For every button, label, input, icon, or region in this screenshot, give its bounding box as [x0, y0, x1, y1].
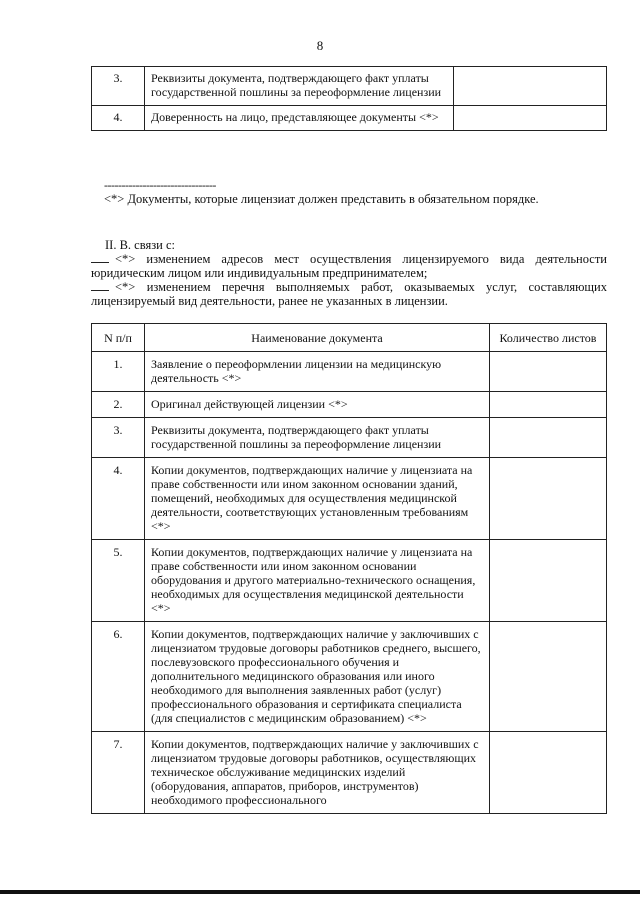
option-change-address — [91, 252, 607, 280]
sheet-count-cell[interactable] — [454, 67, 607, 106]
row-number: 3. — [92, 418, 145, 458]
header-num: N п/п — [92, 324, 145, 352]
checkbox-blank[interactable] — [91, 253, 109, 263]
table-header-row — [92, 324, 607, 352]
footnote-separator: -------------------------------- — [104, 178, 216, 192]
document-list-table — [91, 323, 607, 814]
row-number: 5. — [92, 540, 145, 622]
sheet-count-cell[interactable] — [490, 732, 607, 814]
document-name: Копии документов, подтверждающих наличие у лицензиата на праве собственности или ином законном основании зданий, помещений, необходимых для осуществления медицинской деятельности, соответствующих установленным требованиям <*> — [145, 458, 490, 540]
table-row — [92, 418, 607, 458]
header-count: Количество листов — [490, 324, 607, 352]
sheet-count-cell[interactable] — [490, 352, 607, 392]
checkbox-blank[interactable] — [91, 281, 109, 291]
footnote-text: <*> Документы, которые лицензиат должен представить в обязательном порядке. — [104, 192, 539, 206]
scan-edge-line — [0, 890, 640, 894]
sheet-count-cell[interactable] — [490, 392, 607, 418]
option-text: <*> изменением адресов мест осуществления лицензируемого вида деятельности юридическим лицом или индивидуальным предпринимателем; — [91, 252, 607, 280]
table-row — [92, 732, 607, 814]
option-change-services — [91, 280, 607, 308]
document-name: Копии документов, подтверждающих наличие у заключивших с лицензиатом трудовые договоры работников среднего, высшего, послевузовского профессионального обучения и дополнительного медицинского образования или иного необходимого для выполнения заявленных работ (услуг) профессионального образования и сертификата специалиста (для специалистов с медицинским образованием) <*> — [145, 622, 490, 732]
header-name: Наименование документа — [145, 324, 490, 352]
document-name: Копии документов, подтверждающих наличие у заключивших с лицензиатом трудовые договоры работников, осуществляющих техническое обслуживание медицинских изделий (оборудования, аппаратов, приборов, инструментов) необходимого профессионального — [145, 732, 490, 814]
section-heading: II. В. связи с: — [105, 238, 175, 252]
document-name: Оригинал действующей лицензии <*> — [145, 392, 490, 418]
page-number: 8 — [316, 38, 324, 53]
sheet-count-cell[interactable] — [490, 418, 607, 458]
row-number: 4. — [92, 458, 145, 540]
document-name: Реквизиты документа, подтверждающего факт уплаты государственной пошлины за переоформление лицензии — [145, 67, 454, 106]
sheet-count-cell[interactable] — [490, 458, 607, 540]
table-row — [92, 540, 607, 622]
row-number: 4. — [92, 106, 145, 131]
table-row — [92, 392, 607, 418]
document-name: Заявление о переоформлении лицензии на медицинскую деятельность <*> — [145, 352, 490, 392]
row-number: 1. — [92, 352, 145, 392]
document-name: Копии документов, подтверждающих наличие у лицензиата на праве собственности или ином законном основании оборудования и другого материально-технического оснащения, необходимых для осуществления медицинской деятельности <*> — [145, 540, 490, 622]
sheet-count-cell[interactable] — [490, 622, 607, 732]
sheet-count-cell[interactable] — [490, 540, 607, 622]
row-number: 2. — [92, 392, 145, 418]
table-row — [92, 106, 607, 131]
table-row — [92, 67, 607, 106]
row-number: 3. — [92, 67, 145, 106]
table-row — [92, 622, 607, 732]
table-row — [92, 352, 607, 392]
document-name: Реквизиты документа, подтверждающего факт уплаты государственной пошлины за переоформление лицензии — [145, 418, 490, 458]
table-row — [92, 458, 607, 540]
row-number: 7. — [92, 732, 145, 814]
row-number: 6. — [92, 622, 145, 732]
document-table-continued — [91, 66, 607, 131]
document-name: Доверенность на лицо, представляющее документы <*> — [145, 106, 454, 131]
sheet-count-cell[interactable] — [454, 106, 607, 131]
option-text: <*> изменением перечня выполняемых работ, оказываемых услуг, составляющих лицензируемый вид деятельности, ранее не указанных в лицензии. — [91, 280, 607, 308]
